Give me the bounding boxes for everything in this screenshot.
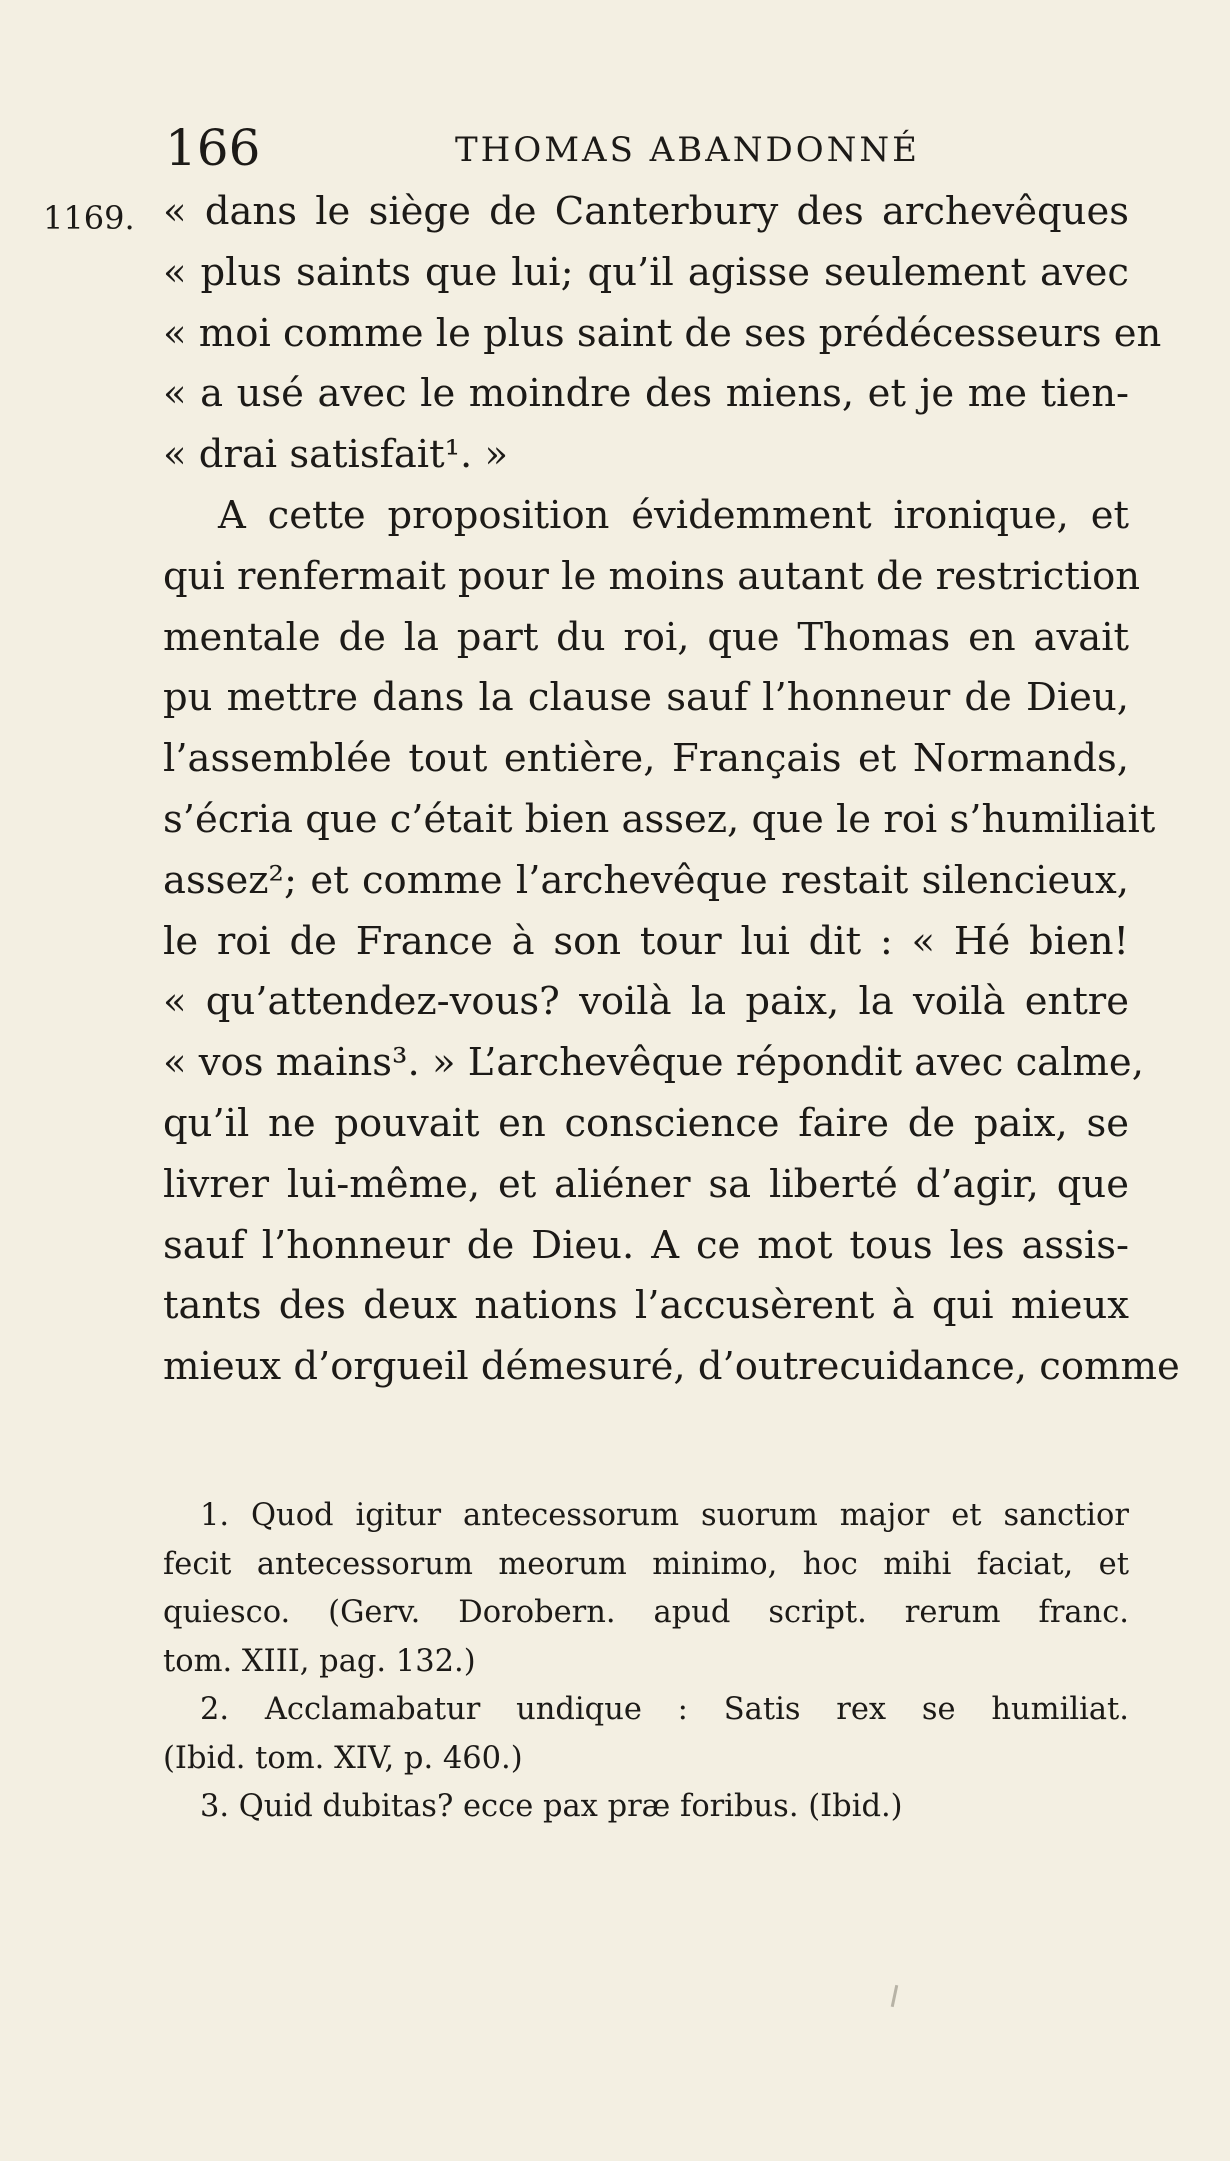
text-line: sauf l’honneur de Dieu. A ce mot tous les assis- <box>163 1222 1129 1268</box>
footnote-line: 2. Acclamabatur undique : Satis rex se humiliat. <box>200 1692 1129 1727</box>
text-line: livrer lui-même, et aliéner sa liberté d’agir, que <box>163 1161 1129 1207</box>
text-line: « dans le siège de Canterbury des archevêques <box>163 189 1129 234</box>
text-line: tants des deux nations l’accusèrent à qui mieux <box>163 1283 1129 1329</box>
text-line: qui renfermait pour le moins autant de restriction <box>163 553 1141 599</box>
text-line: le roi de France à son tour lui dit : « Hé bien! <box>163 918 1129 964</box>
running-title: THOMAS ABANDONNÉ <box>455 130 920 170</box>
text-line: s’écria que c’était bien assez, que le roi s’humiliait <box>163 796 1156 842</box>
text-line: pu mettre dans la clause sauf l’honneur de Dieu, <box>163 675 1129 721</box>
ink-mark <box>891 1985 899 2007</box>
footnote-line: quiesco. (Gerv. Dorobern. apud script. rerum franc. <box>163 1595 1129 1630</box>
text-line: « qu’attendez-vous? voilà la paix, la voilà entre <box>163 979 1129 1025</box>
text-line: « a usé avec le moindre des miens, et je me tien- <box>163 371 1129 417</box>
footnotes <box>163 1492 1129 1832</box>
body-text <box>163 182 1180 1398</box>
text-line: qu’il ne pouvait en conscience faire de paix, se <box>163 1100 1129 1146</box>
text-line: « drai satisfait¹. » <box>163 432 509 478</box>
footnote-line: (Ibid. tom. XIV, p. 460.) <box>163 1740 523 1776</box>
text-line: mieux d’orgueil démesuré, d’outrecuidance, comme <box>163 1344 1180 1390</box>
text-line: A cette proposition évidemment ironique, et <box>218 492 1129 538</box>
page-number: 166 <box>165 119 261 177</box>
text-line: « vos mains³. » L’archevêque répondit avec calme, <box>163 1040 1144 1086</box>
page-header <box>165 118 1135 178</box>
footnote-line: tom. XIII, pag. 132.) <box>163 1643 476 1679</box>
text-line: assez²; et comme l’archevêque restait silencieux, <box>163 857 1129 903</box>
text-line: « moi comme le plus saint de ses prédécesseurs en <box>163 310 1162 356</box>
text-line: mentale de la part du roi, que Thomas en avait <box>163 614 1129 660</box>
footnote-line: 3. Quid dubitas? ecce pax præ foribus. (Ibid.) <box>200 1789 903 1824</box>
footnote-line: fecit antecessorum meorum minimo, hoc mihi faciat, et <box>163 1546 1129 1582</box>
text-line: l’assemblée tout entière, Français et Normands, <box>163 736 1129 782</box>
margin-year: 1169. <box>43 199 135 237</box>
footnote-line: 1. Quod igitur antecessorum suorum major et sanctior <box>200 1498 1129 1533</box>
text-line: « plus saints que lui; qu’il agisse seulement avec <box>163 249 1129 295</box>
